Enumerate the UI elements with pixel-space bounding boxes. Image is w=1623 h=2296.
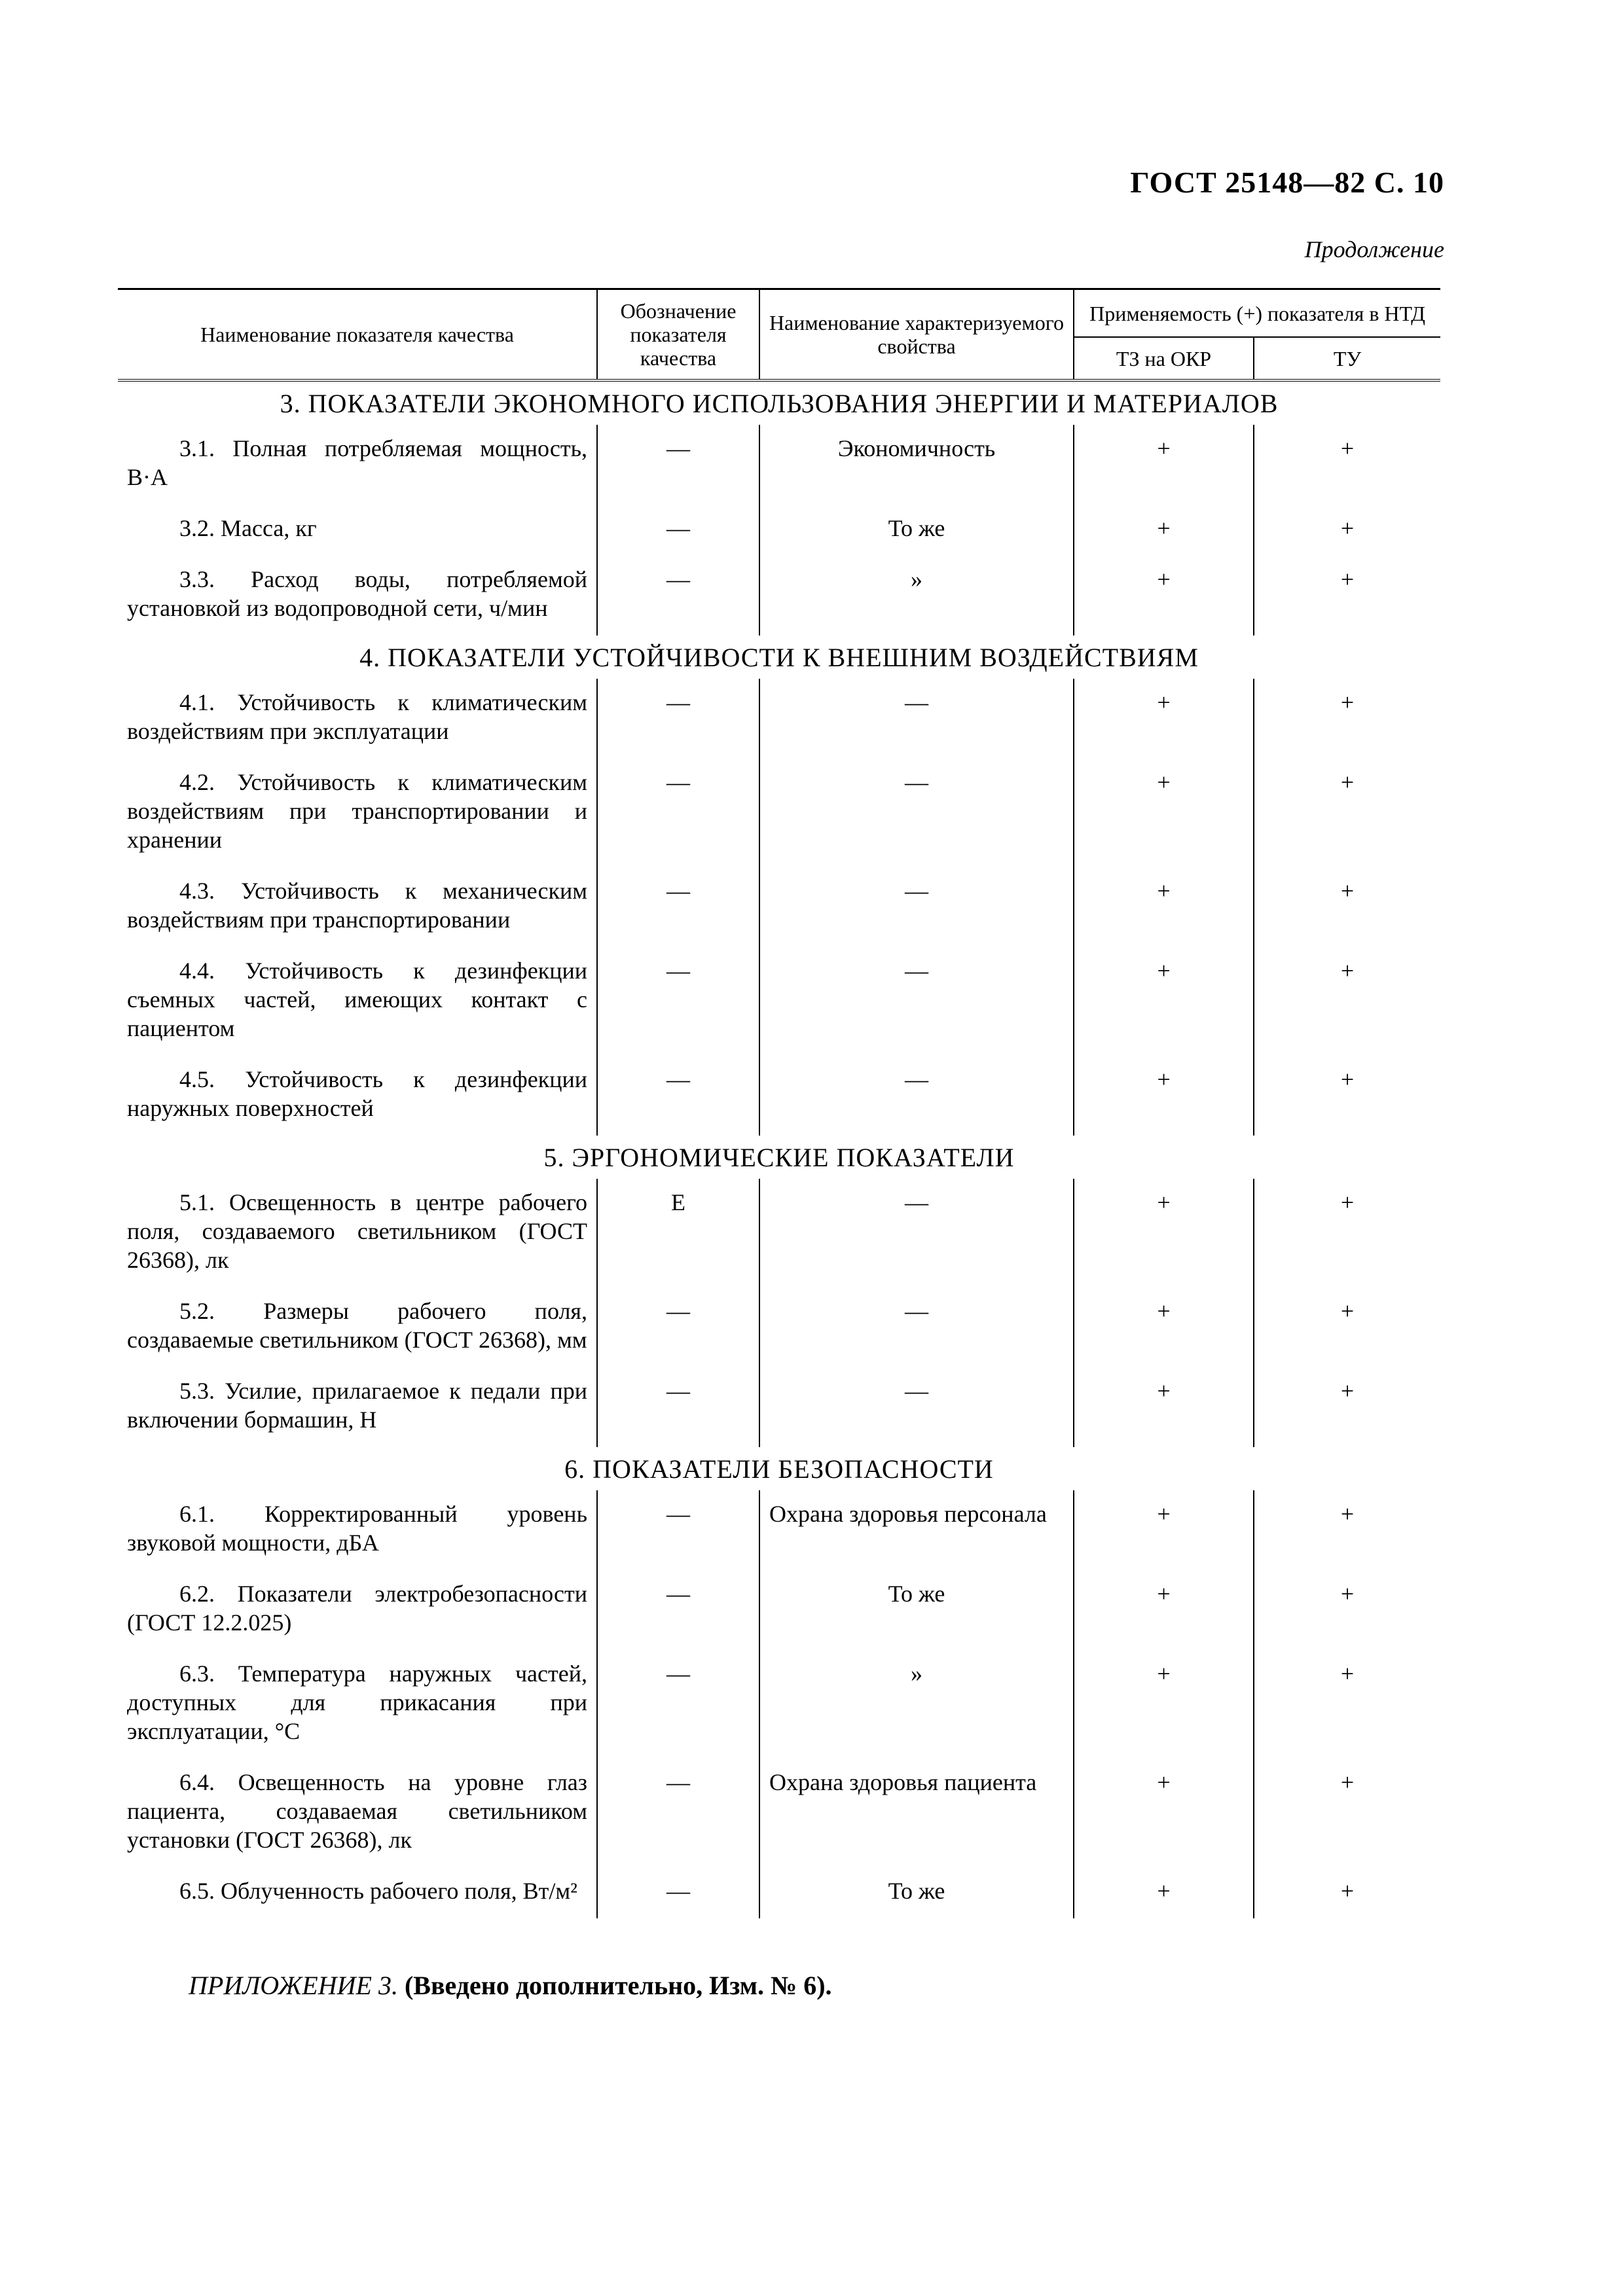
designation-cell: — — [597, 1287, 759, 1367]
designation-cell: — — [597, 425, 759, 505]
tu-applicability-cell: + — [1340, 689, 1355, 715]
section-title: 4. ПОКАЗАТЕЛИ УСТОЙЧИВОСТИ К ВНЕШНИМ ВОЗДЕЙСТВИЯМ — [359, 643, 1199, 672]
tz-applicability-cell: + — [1074, 1570, 1254, 1650]
indicator-name-text: 5.2. Размеры рабочего поля, создаваемые светильником (ГОСТ 26368), мм — [127, 1298, 587, 1353]
designation-cell: — — [597, 947, 759, 1056]
tz-applicability-cell: + — [1074, 1650, 1254, 1759]
table-row — [118, 556, 1440, 636]
indicator-name-text: 6.3. Температура наружных частей, доступных для прикасания при эксплуатации, °С — [127, 1660, 587, 1744]
property-cell: — — [759, 867, 1074, 947]
property-cell: — — [759, 947, 1074, 1056]
designation-cell: — — [597, 1056, 759, 1136]
tu-applicability-cell: + — [1340, 435, 1355, 461]
tu-applicability-cell: + — [1340, 958, 1355, 984]
section-title: 6. ПОКАЗАТЕЛИ БЕЗОПАСНОСТИ — [564, 1454, 994, 1484]
property-cell: » — [759, 556, 1074, 636]
designation-cell: — — [597, 1367, 759, 1447]
section-row — [118, 380, 1440, 425]
indicator-name-cell — [118, 425, 597, 505]
indicator-name-text: 6.1. Корректированный уровень звуковой мощности, дБА — [127, 1501, 587, 1556]
tz-applicability-cell: + — [1074, 505, 1254, 556]
tz-applicability-cell: + — [1074, 679, 1254, 759]
table-row — [118, 1490, 1440, 1570]
property-cell: — — [759, 1056, 1074, 1136]
tz-applicability-cell: + — [1074, 1867, 1254, 1918]
designation-cell: — — [597, 505, 759, 556]
table-row — [118, 1056, 1440, 1136]
header-tu: ТУ — [1254, 337, 1440, 380]
indicator-name-cell — [118, 679, 597, 759]
indicator-name-cell — [118, 1179, 597, 1287]
indicator-name-cell — [118, 1287, 597, 1367]
designation-cell: — — [597, 1650, 759, 1759]
tu-applicability-cell: + — [1340, 515, 1355, 541]
property-cell: То же — [759, 1867, 1074, 1918]
amendment-note: (Введено дополнительно, Изм. № 6). — [404, 1971, 832, 2000]
indicator-name-cell — [118, 1490, 597, 1570]
property-cell: — — [759, 759, 1074, 867]
indicator-name-text: 3.3. Расход воды, потребляемой установкой из водопроводной сети, ч/мин — [127, 566, 587, 621]
designation-cell: — — [597, 679, 759, 759]
table-row — [118, 1867, 1440, 1918]
indicator-name-cell — [118, 505, 597, 556]
indicator-name-cell — [118, 867, 597, 947]
designation-cell: — — [597, 1490, 759, 1570]
tz-applicability-cell: + — [1074, 947, 1254, 1056]
table-row — [118, 425, 1440, 505]
indicator-name-cell — [118, 1570, 597, 1650]
designation-cell: — — [597, 867, 759, 947]
indicator-name-text: 4.3. Устойчивость к механическим воздействиям при транспортировании — [127, 878, 587, 933]
indicator-name-cell — [118, 1867, 597, 1918]
footer-note — [189, 1970, 832, 2001]
designation-cell: — — [597, 759, 759, 867]
section-title: 3. ПОКАЗАТЕЛИ ЭКОНОМНОГО ИСПОЛЬЗОВАНИЯ ЭНЕРГИИ И МАТЕРИАЛОВ — [280, 389, 1279, 418]
tz-applicability-cell: + — [1074, 556, 1254, 636]
table-row — [118, 1367, 1440, 1447]
tu-applicability-cell: + — [1340, 1878, 1355, 1904]
property-cell: Охрана здоровья персонала — [759, 1490, 1074, 1570]
designation-cell: — — [597, 556, 759, 636]
tz-applicability-cell: + — [1074, 1490, 1254, 1570]
tu-applicability-cell: + — [1340, 769, 1355, 795]
tu-applicability-cell: + — [1340, 1298, 1355, 1324]
section-row — [118, 1136, 1440, 1179]
indicator-name-cell — [118, 1056, 597, 1136]
indicator-name-text: 4.4. Устойчивость к дезинфекции съемных частей, имеющих контакт с пациентом — [127, 958, 587, 1041]
tz-applicability-cell: + — [1074, 1367, 1254, 1447]
property-cell: То же — [759, 1570, 1074, 1650]
tu-applicability-cell: + — [1340, 566, 1355, 592]
tu-applicability-cell: + — [1340, 1581, 1355, 1607]
tz-applicability-cell: + — [1074, 1056, 1254, 1136]
designation-cell: — — [597, 1759, 759, 1867]
tu-applicability-cell: + — [1340, 1378, 1355, 1404]
page-header-title: ГОСТ 25148—82 С. 10 — [1130, 166, 1444, 199]
designation-cell: — — [597, 1867, 759, 1918]
indicator-name-cell — [118, 1759, 597, 1867]
tz-applicability-cell: + — [1074, 1179, 1254, 1287]
indicator-name-text: 3.1. Полная потребляемая мощность, В·А — [127, 435, 587, 490]
table-body — [118, 380, 1440, 1918]
tz-applicability-cell: + — [1074, 759, 1254, 867]
section-row — [118, 1447, 1440, 1490]
designation-cell: — — [597, 1570, 759, 1650]
section-row — [118, 636, 1440, 679]
tu-applicability-cell: + — [1340, 1501, 1355, 1527]
property-cell: — — [759, 679, 1074, 759]
table-row — [118, 679, 1440, 759]
indicator-name-cell — [118, 556, 597, 636]
table-row — [118, 1287, 1440, 1367]
indicator-name-text: 5.1. Освещенность в центре рабочего поля, создаваемого светильником (ГОСТ 26368), лк — [127, 1189, 587, 1273]
indicator-name-cell — [118, 947, 597, 1056]
header-indicator-name: Наименование показателя качества — [118, 289, 597, 381]
table-row — [118, 505, 1440, 556]
header-tz: ТЗ на ОКР — [1074, 337, 1254, 380]
tz-applicability-cell: + — [1074, 867, 1254, 947]
indicator-name-text: 4.2. Устойчивость к климатическим воздействиям при транспортировании и хранении — [127, 769, 587, 853]
table-row — [118, 867, 1440, 947]
tz-applicability-cell: + — [1074, 425, 1254, 505]
table-row — [118, 947, 1440, 1056]
tz-applicability-cell: + — [1074, 1759, 1254, 1867]
tu-applicability-cell: + — [1340, 1066, 1355, 1092]
indicator-name-cell — [118, 759, 597, 867]
header-designation: Обозначение показателя качества — [597, 289, 759, 381]
property-cell: — — [759, 1367, 1074, 1447]
property-cell: То же — [759, 505, 1074, 556]
table-row — [118, 1759, 1440, 1867]
indicator-name-cell — [118, 1367, 597, 1447]
property-cell: Экономичность — [759, 425, 1074, 505]
property-cell: » — [759, 1650, 1074, 1759]
indicator-name-text: 5.3. Усилие, прилагаемое к педали при включении бормашин, Н — [127, 1378, 587, 1433]
indicator-name-text: 6.4. Освещенность на уровне глаз пациента, создаваемая светильником установки (ГОСТ 26368), лк — [127, 1769, 587, 1853]
indicator-name-text: 3.2. Масса, кг — [179, 515, 317, 541]
section-title: 5. ЭРГОНОМИЧЕСКИЕ ПОКАЗАТЕЛИ — [543, 1143, 1015, 1172]
property-cell: — — [759, 1179, 1074, 1287]
table-row — [118, 1650, 1440, 1759]
indicator-name-text: 6.5. Облученность рабочего поля, Вт/м² — [179, 1878, 577, 1904]
tu-applicability-cell: + — [1340, 878, 1355, 904]
tu-applicability-cell: + — [1340, 1769, 1355, 1795]
table-row — [118, 759, 1440, 867]
indicator-name-text: 6.2. Показатели электробезопасности (ГОСТ 12.2.025) — [127, 1581, 587, 1636]
quality-indicators-table — [118, 288, 1440, 1918]
tu-applicability-cell: + — [1340, 1189, 1355, 1215]
property-cell: — — [759, 1287, 1074, 1367]
indicator-name-text: 4.1. Устойчивость к климатическим воздействиям при эксплуатации — [127, 689, 587, 744]
appendix-label: ПРИЛОЖЕНИЕ 3. — [189, 1971, 398, 2000]
continuation-label: Продолжение — [1304, 236, 1444, 262]
indicator-name-cell — [118, 1650, 597, 1759]
property-cell: Охрана здоровья пациента — [759, 1759, 1074, 1867]
indicator-name-text: 4.5. Устойчивость к дезинфекции наружных поверхностей — [127, 1066, 587, 1121]
table-row — [118, 1570, 1440, 1650]
tz-applicability-cell: + — [1074, 1287, 1254, 1367]
table-row — [118, 1179, 1440, 1287]
header-applicability: Применяемость (+) показателя в НТД — [1074, 289, 1440, 338]
header-property: Наименование характеризуемого свойства — [759, 289, 1074, 381]
designation-cell: E — [597, 1179, 759, 1287]
tu-applicability-cell: + — [1340, 1660, 1355, 1687]
